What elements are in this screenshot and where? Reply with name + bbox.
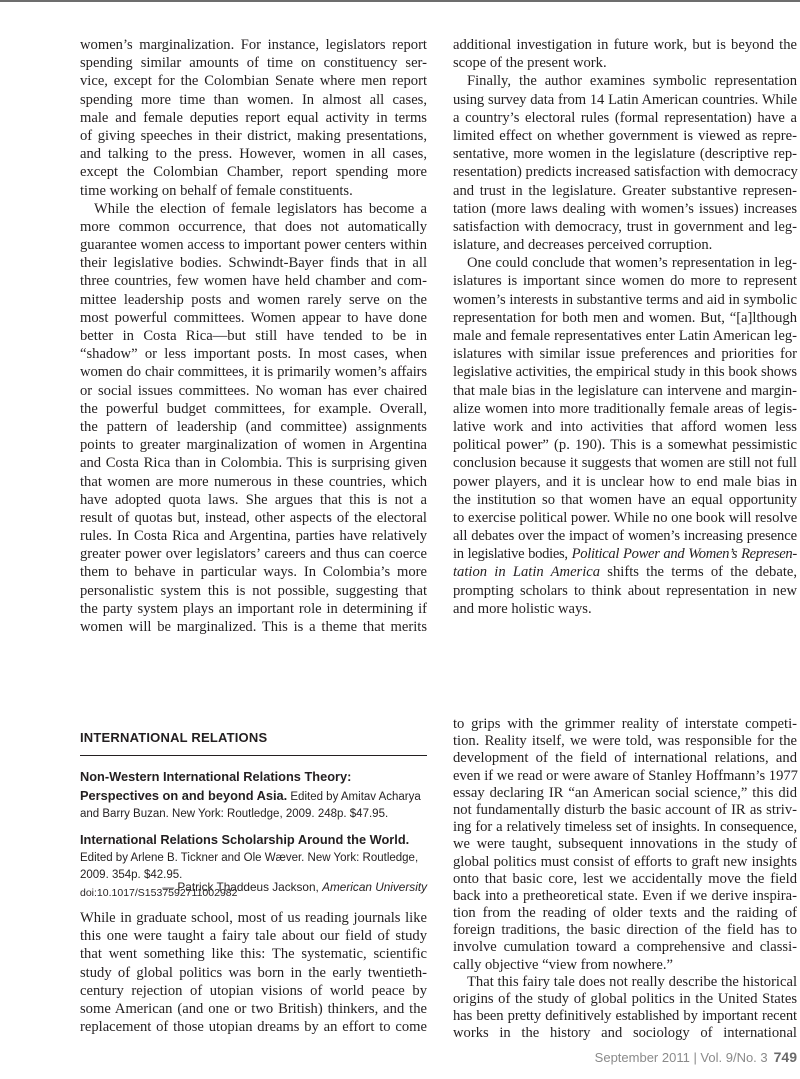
doi-link[interactable]: doi:10.1017/S1537592711002982 [80, 887, 238, 899]
text-line: prompting scholars to think about representation in new [453, 582, 797, 599]
text-line: three countries, few women have held chamber and com- [80, 273, 427, 290]
text-line: and talking to the press. However, women in all cases, [80, 146, 427, 163]
text-line: all debates over the impact of women’s increasing presence [453, 528, 797, 545]
text-line: power players, and it is unclear how to end male bias in [453, 473, 797, 490]
text-line: points to greater marginalization of women in Argentina [80, 437, 427, 454]
text-line: them to behave in particular ways. In Colombia’s more [80, 564, 427, 581]
text-line: greater power over legislators’ careers and thus can coerce [80, 546, 427, 563]
top-rule [0, 0, 800, 2]
text-line: the powerful budget committees, for example. Overall, [80, 400, 427, 417]
text-line: using survey data from 14 Latin American countries. While [453, 91, 797, 108]
column-top-left [80, 36, 427, 636]
text-line: works in the history and sociology of international [453, 1025, 797, 1042]
text-span: in legislative bodies, [453, 546, 572, 563]
text-line: cally objective “view from nowhere.” [453, 956, 674, 973]
text-line: that went something like this: The systematic, scientific [80, 946, 427, 963]
reviewer-name: — Patrick Thaddeus Jackson, [162, 880, 323, 894]
text-line: additional investigation in future work, but is beyond the [453, 37, 797, 53]
text-line: the pattern of leadership (and committee) assignments [80, 418, 427, 435]
text-line: alize women into more traditionally female areas of legis- [453, 400, 797, 417]
text-line: women’s interests in substantive terms and aid in symbolic [453, 291, 797, 308]
text-line: personalistic system this is not possible, suggesting that [80, 582, 427, 599]
text-line: conclusion because it suggests that women are still not full [453, 455, 797, 472]
paragraph [453, 254, 797, 618]
book-entry [80, 831, 427, 884]
column-bottom-right [453, 716, 797, 1043]
text-line: islatures is important since women do more to represent [453, 273, 797, 290]
book-title: International Relations Scholarship Around the World. [80, 832, 410, 847]
text-line: mittee leadership posts and women rarely serve on the [80, 291, 427, 308]
text-line: even if we read or were aware of Stanley Hoffmann’s 1977 [453, 767, 798, 784]
text-line: and trust in the legislature. Greater substantive represen- [453, 182, 797, 199]
text-line: the party system plays an important role in determining if [80, 600, 427, 617]
text-line: limited effect on whether government is viewed as repre- [453, 127, 797, 144]
text-line: not fundamentally disturb the basic account of IR as striv- [453, 801, 797, 818]
italic-title: Political Power and Women’s Represen- [571, 546, 797, 563]
text-line: essay declaring IR “an American social science,” this did [453, 784, 797, 801]
text-line: spending similar amounts of time on constituency ser- [80, 55, 427, 72]
text-line: origins of the study of global politics in the United States [453, 991, 797, 1007]
text-line: that women are more numerous in these countries, which [80, 473, 427, 490]
paragraph [80, 36, 427, 200]
paragraph [453, 716, 797, 974]
text-line: sentative, more women in the legislature (descriptive rep- [453, 146, 797, 163]
text-line: ing for a relatively timeless set of insights. In consequence, [453, 819, 797, 836]
reviewer-affiliation: American University [322, 880, 427, 894]
text-line: better in Costa Rica—but still have tended to be in [80, 328, 427, 344]
book-details: Edited by Amitav Acharya and Barry Buzan. New York: Routledge, 2009. 248p. $47.95. [80, 791, 421, 820]
reviewer-byline [80, 880, 427, 894]
book-entry [80, 768, 427, 823]
text-line: century rejection of utopian visions of world peace by [80, 982, 427, 999]
text-line: male and female deputies report equal activity in terms [80, 109, 427, 126]
text-line: the institution so that women have an equal opportunity [453, 491, 797, 508]
text-line: One could conclude that women’s representation in leg- [467, 255, 797, 272]
paragraph [453, 974, 797, 1043]
text-line: women’s marginalization. For instance, legislators report [80, 37, 427, 53]
text-line: result of quotas but, instead, other aspects of the electoral [80, 509, 427, 526]
text-line: have adopted quota laws. She argues that this is not a [80, 491, 427, 508]
paragraph [80, 909, 427, 1036]
book-title: Non-Western International Relations Theory: Perspectives on and beyond Asia. [80, 769, 352, 803]
text-line: except the Colombian Chamber, report spending more [80, 164, 427, 181]
text-line: their legislative bodies. Schwindt-Bayer finds that in all [80, 255, 427, 272]
text-line: of giving speeches in their district, making presentations, [80, 127, 427, 144]
text-line: resentation) predicts increased satisfaction with democracy [453, 164, 798, 181]
text-line: women do chair committees, it is primarily women’s affairs [80, 364, 427, 381]
text-line: “shadow” or less important posts. In most cases, when [80, 346, 427, 363]
paragraph [453, 72, 797, 254]
text-line: spending more time than women. In almost all cases, [80, 91, 427, 108]
text-line: onto that basic core, lest we accidentally move the field [453, 870, 797, 887]
text-span: shifts the terms of the debate, [600, 564, 797, 581]
page-footer [595, 1049, 797, 1065]
text-line: has been pretty definitively established by important recent [453, 1008, 797, 1025]
text-line: to grips with the grimmer reality of interstate competi- [453, 716, 797, 732]
text-line: islature, and decreases perceived corruption. [453, 237, 713, 254]
page-number: 749 [773, 1049, 797, 1065]
text-line: to exercise political power. While no one book will resolve [453, 509, 798, 526]
paragraph [80, 200, 427, 637]
text-line: While in graduate school, most of us reading journals like [80, 910, 427, 926]
column-bottom-left [80, 909, 427, 1036]
text-line: women will be marginalized. This is a theme that merits [80, 619, 427, 635]
text-line: islatures with similar issue preferences and priorities for [453, 346, 797, 363]
issue-info: September 2011 | Vol. 9/No. 3 [594, 1050, 768, 1065]
text-line: rules. In Costa Rica and Argentina, parties have relatively [80, 528, 427, 545]
section-rule [80, 755, 427, 756]
text-line: vice, except for the Colombian Senate where men report [80, 73, 427, 90]
text-line: guarantee women access to important power centers within [80, 237, 427, 254]
text-line: time working on behalf of female constituents. [80, 182, 353, 199]
text-line: tation (more laws dealing with women’s issues) increases [453, 200, 797, 217]
text-line: that male bias in the legislature can intervene and margin- [453, 382, 797, 399]
text-line: replacement of those utopian dreams by an effort to come [80, 1019, 427, 1036]
text-line: study of global politics was born in the early twentieth- [80, 964, 427, 981]
text-line: male and female representatives enter Latin American leg- [453, 328, 797, 344]
text-line [453, 545, 797, 563]
paragraph [453, 36, 797, 72]
text-line: political power” (p. 190). This is a somewhat pessimistic [453, 437, 797, 454]
text-line: That this fairy tale does not really describe the historical [467, 973, 797, 990]
text-line: we were taught, subsequent innovations in the study of [453, 836, 797, 853]
text-line: a country’s electoral rules (formal representation) have a [453, 109, 797, 126]
text-line: legislative activities, the empirical study in this book shows [453, 364, 797, 381]
text-line: this one were taught a fairy tale about our field of study [80, 928, 427, 945]
text-line: most powerful committees. Women appear to have done [80, 309, 427, 326]
text-line: back into a pretheoretical state. Even if we derive inspira- [453, 887, 797, 904]
text-line: global politics must consist of efforts to graft new insights [453, 853, 797, 870]
text-line: or social issues committees. No woman has ever chaired [80, 382, 427, 399]
text-line: representation for both men and women. But, “[a]lthough [453, 309, 797, 326]
text-line: satisfaction with democracy, trust in government and leg- [453, 218, 797, 235]
text-line: development of the field of international relations, and [453, 750, 797, 767]
text-line: involve cumulation toward a comprehensive and classi- [453, 939, 797, 956]
section-heading: INTERNATIONAL RELATIONS [80, 730, 268, 745]
text-line: some American (and one or two British) thinkers, and the [80, 1000, 427, 1017]
text-line: and Costa Rica than in Colombia. This is surprising given [80, 455, 427, 472]
text-line: Finally, the author examines symbolic representation [467, 73, 797, 90]
text-line: more common occurrence, that does not automatically [80, 218, 427, 235]
text-line: tion. Reality itself, we were told, was responsible for the [453, 733, 797, 750]
text-line [453, 563, 797, 581]
text-line: lative work and into activities that afford women less [453, 418, 797, 435]
text-line: scope of the present work. [453, 55, 607, 72]
text-line: tion from the reading of older texts and the raiding of [453, 905, 797, 922]
text-line: and more holistic ways. [453, 600, 592, 617]
italic-title: tation in Latin America [453, 564, 601, 581]
book-details: Edited by Arlene B. Tickner and Ole Wæver. New York: Routledge, 2009. 354p. $42.95. [80, 852, 419, 881]
text-line: foreign traditions, the basic direction of the field has to [453, 922, 797, 939]
text-line: While the election of female legislators has become a [94, 200, 427, 217]
column-top-right [453, 36, 797, 618]
